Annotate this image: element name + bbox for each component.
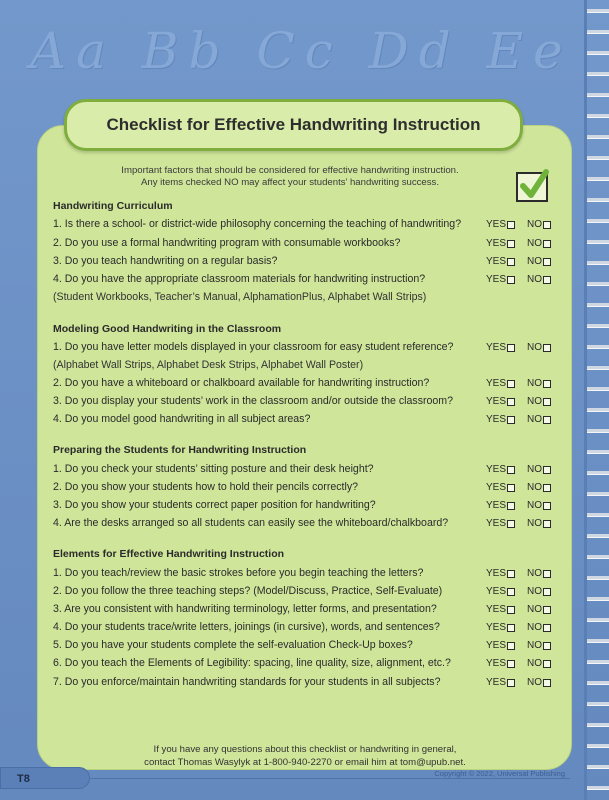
no-option[interactable]: [527, 274, 551, 285]
no-option[interactable]: [527, 500, 551, 511]
no-label: NO: [527, 464, 542, 475]
question-text: 3. Are you consistent with handwriting terminology, letter forms, and presentation?: [53, 603, 437, 615]
no-label: NO: [527, 378, 542, 389]
question-text: 4. Do you model good handwriting in all subject areas?: [53, 413, 311, 425]
no-label: NO: [527, 586, 542, 597]
yes-option[interactable]: [486, 396, 515, 407]
no-label: NO: [527, 658, 542, 669]
question-text: 5. Do you have your students complete the self-evaluation Check-Up boxes?: [53, 639, 413, 651]
checkbox-icon[interactable]: [507, 660, 515, 668]
no-option[interactable]: [527, 342, 551, 353]
no-label: NO: [527, 604, 542, 615]
checkbox-icon[interactable]: [543, 258, 551, 266]
checkbox-icon[interactable]: [507, 520, 515, 528]
yes-option[interactable]: [486, 378, 515, 389]
yes-label: YES: [486, 414, 507, 425]
checkbox-icon[interactable]: [507, 380, 515, 388]
checkbox-icon[interactable]: [543, 502, 551, 510]
checkbox-icon[interactable]: [543, 344, 551, 352]
no-label: NO: [527, 677, 542, 688]
no-option[interactable]: [527, 238, 551, 249]
question-text: 1. Is there a school- or district-wide philosophy concerning the teaching of handwriting?: [53, 218, 462, 230]
yes-label: YES: [486, 396, 507, 407]
no-option[interactable]: [527, 586, 551, 597]
yes-label: YES: [486, 378, 507, 389]
yes-option[interactable]: [486, 464, 515, 475]
yes-label: YES: [486, 677, 507, 688]
no-label: NO: [527, 274, 542, 285]
page-title: Checklist for Effective Handwriting Instruction: [106, 115, 481, 134]
no-label: NO: [527, 219, 542, 230]
big-checkbox: [516, 172, 548, 202]
checkbox-icon[interactable]: [507, 484, 515, 492]
checkbox-icon[interactable]: [507, 624, 515, 632]
checkbox-icon[interactable]: [543, 466, 551, 474]
checkbox-icon[interactable]: [543, 679, 551, 687]
checkbox-icon[interactable]: [507, 258, 515, 266]
no-option[interactable]: [527, 518, 551, 529]
yes-option[interactable]: [486, 256, 515, 267]
no-label: NO: [527, 518, 542, 529]
no-label: NO: [527, 256, 542, 267]
yes-option[interactable]: [486, 604, 515, 615]
question-text: 1. Do you teach/review the basic strokes before you begin teaching the letters?: [53, 567, 424, 579]
checkbox-icon[interactable]: [507, 570, 515, 578]
question-text: 2. Do you follow the three teaching steps? (Model/Discuss, Practice, Self-Evaluate): [53, 585, 443, 597]
no-option[interactable]: [527, 677, 551, 688]
checkbox-icon[interactable]: [543, 398, 551, 406]
checkbox-icon[interactable]: [507, 588, 515, 596]
no-option[interactable]: [527, 622, 551, 633]
spiral-binding: [587, 0, 609, 800]
yes-option[interactable]: [486, 586, 515, 597]
yes-label: YES: [486, 586, 507, 597]
checkbox-icon[interactable]: [543, 606, 551, 614]
yes-option[interactable]: [486, 238, 515, 249]
yes-label: YES: [486, 640, 507, 651]
yes-label: YES: [486, 500, 507, 511]
section-title: Preparing the Students for Handwriting Instruction: [53, 444, 307, 456]
footer-rule: [90, 778, 570, 779]
yes-label: YES: [486, 342, 507, 353]
no-option[interactable]: [527, 414, 551, 425]
intro-line-2: Any items checked NO may affect your students’ handwriting success.: [140, 177, 440, 188]
checkbox-icon[interactable]: [543, 484, 551, 492]
no-label: NO: [527, 640, 542, 651]
checkbox-icon[interactable]: [543, 380, 551, 388]
checkbox-icon[interactable]: [507, 642, 515, 650]
no-option[interactable]: [527, 482, 551, 493]
question-text: 6. Do you teach the Elements of Legibility: spacing, line quality, size, alignment, etc.?: [53, 657, 451, 669]
no-option[interactable]: [527, 640, 551, 651]
checkbox-icon[interactable]: [507, 466, 515, 474]
intro-text: [95, 165, 485, 189]
no-option[interactable]: [527, 256, 551, 267]
no-option[interactable]: [527, 658, 551, 669]
no-option[interactable]: [527, 396, 551, 407]
question-text: 4. Do your students trace/write letters, joinings (in cursive), words, and sentences?: [53, 621, 440, 633]
question-text: 2. Do you have a whiteboard or chalkboard available for handwriting instruction?: [53, 377, 430, 389]
checkbox-icon[interactable]: [543, 660, 551, 668]
title-banner: [64, 99, 523, 151]
no-label: NO: [527, 238, 542, 249]
no-label: NO: [527, 396, 542, 407]
no-label: NO: [527, 500, 542, 511]
yes-option[interactable]: [486, 677, 515, 688]
question-text: 2. Do you show your students how to hold their pencils correctly?: [53, 481, 359, 493]
checkbox-icon[interactable]: [543, 642, 551, 650]
checkbox-icon[interactable]: [543, 570, 551, 578]
page-number: T8: [0, 767, 90, 789]
yes-label: YES: [486, 518, 507, 529]
checkbox-icon[interactable]: [543, 276, 551, 284]
yes-label: YES: [486, 482, 507, 493]
contact-line-1: If you have any questions about this checklist or handwriting in general,: [153, 744, 457, 755]
contact-info: [110, 743, 500, 769]
no-option[interactable]: [527, 568, 551, 579]
yes-option[interactable]: [486, 640, 515, 651]
cursive-banner: Aa Bb Cc Dd Ee: [30, 22, 573, 80]
question-text: 3. Do you display your students’ work in the classroom and/or outside the classroom?: [53, 395, 454, 407]
checkbox-icon[interactable]: [543, 624, 551, 632]
no-option[interactable]: [527, 464, 551, 475]
checkbox-icon[interactable]: [507, 344, 515, 352]
question-subtext: (Alphabet Wall Strips, Alphabet Desk Strips, Alphabet Wall Poster): [53, 359, 364, 371]
no-option[interactable]: [527, 219, 551, 230]
yes-option[interactable]: [486, 658, 515, 669]
no-label: NO: [527, 414, 542, 425]
checkbox-icon[interactable]: [507, 240, 515, 248]
copyright: Copyright © 2022, Universal Publishing: [434, 769, 565, 778]
question-text: 4. Are the desks arranged so all students can easily see the whiteboard/chalkboard?: [53, 517, 449, 529]
yes-option[interactable]: [486, 568, 515, 579]
yes-label: YES: [486, 256, 507, 267]
yes-label: YES: [486, 622, 507, 633]
yes-label: YES: [486, 658, 507, 669]
question-text: 3. Do you teach handwriting on a regular basis?: [53, 255, 278, 267]
section-title: Elements for Effective Handwriting Instruction: [53, 548, 285, 560]
yes-label: YES: [486, 274, 507, 285]
yes-option[interactable]: [486, 342, 515, 353]
checkbox-icon[interactable]: [507, 502, 515, 510]
question-text: 3. Do you show your students correct paper position for handwriting?: [53, 499, 376, 511]
yes-label: YES: [486, 238, 507, 249]
checkbox-icon[interactable]: [507, 606, 515, 614]
contact-line-2: contact Thomas Wasylyk at 1-800-940-2270 or email him at tom@upub.net.: [144, 757, 466, 768]
yes-option[interactable]: [486, 482, 515, 493]
yes-option[interactable]: [486, 274, 515, 285]
question-text: 4. Do you have the appropriate classroom materials for handwriting instruction?: [53, 273, 426, 285]
yes-option[interactable]: [486, 414, 515, 425]
checkbox-icon[interactable]: [543, 520, 551, 528]
checkbox-icon[interactable]: [507, 679, 515, 687]
section-title: Handwriting Curriculum: [53, 200, 173, 212]
question-text: 1. Do you check your students’ sitting posture and their desk height?: [53, 463, 374, 475]
section-title: Modeling Good Handwriting in the Classroom: [53, 323, 282, 335]
yes-option[interactable]: [486, 622, 515, 633]
checkbox-icon[interactable]: [543, 240, 551, 248]
yes-label: YES: [486, 219, 507, 230]
checkbox-icon[interactable]: [543, 416, 551, 424]
question-text: 7. Do you enforce/maintain handwriting standards for your students in all subjects?: [53, 676, 441, 688]
check-mark-icon: [519, 168, 549, 202]
checkbox-icon[interactable]: [507, 221, 515, 229]
question-subtext: (Student Workbooks, Teacher’s Manual, AlphamationPlus, Alphabet Wall Strips): [53, 291, 427, 303]
yes-label: YES: [486, 464, 507, 475]
checkbox-icon[interactable]: [507, 416, 515, 424]
no-label: NO: [527, 622, 542, 633]
yes-option[interactable]: [486, 500, 515, 511]
no-option[interactable]: [527, 378, 551, 389]
no-label: NO: [527, 482, 542, 493]
yes-option[interactable]: [486, 219, 515, 230]
yes-option[interactable]: [486, 518, 515, 529]
question-text: 2. Do you use a formal handwriting program with consumable workbooks?: [53, 237, 401, 249]
question-text: 1. Do you have letter models displayed in your classroom for easy student reference?: [53, 341, 454, 353]
yes-label: YES: [486, 604, 507, 615]
checkbox-icon[interactable]: [507, 276, 515, 284]
no-option[interactable]: [527, 604, 551, 615]
no-label: NO: [527, 342, 542, 353]
checkbox-icon[interactable]: [507, 398, 515, 406]
checkbox-icon[interactable]: [543, 588, 551, 596]
no-label: NO: [527, 568, 542, 579]
intro-line-1: Important factors that should be considered for effective handwriting instruction.: [121, 165, 459, 176]
yes-label: YES: [486, 568, 507, 579]
checkbox-icon[interactable]: [543, 221, 551, 229]
